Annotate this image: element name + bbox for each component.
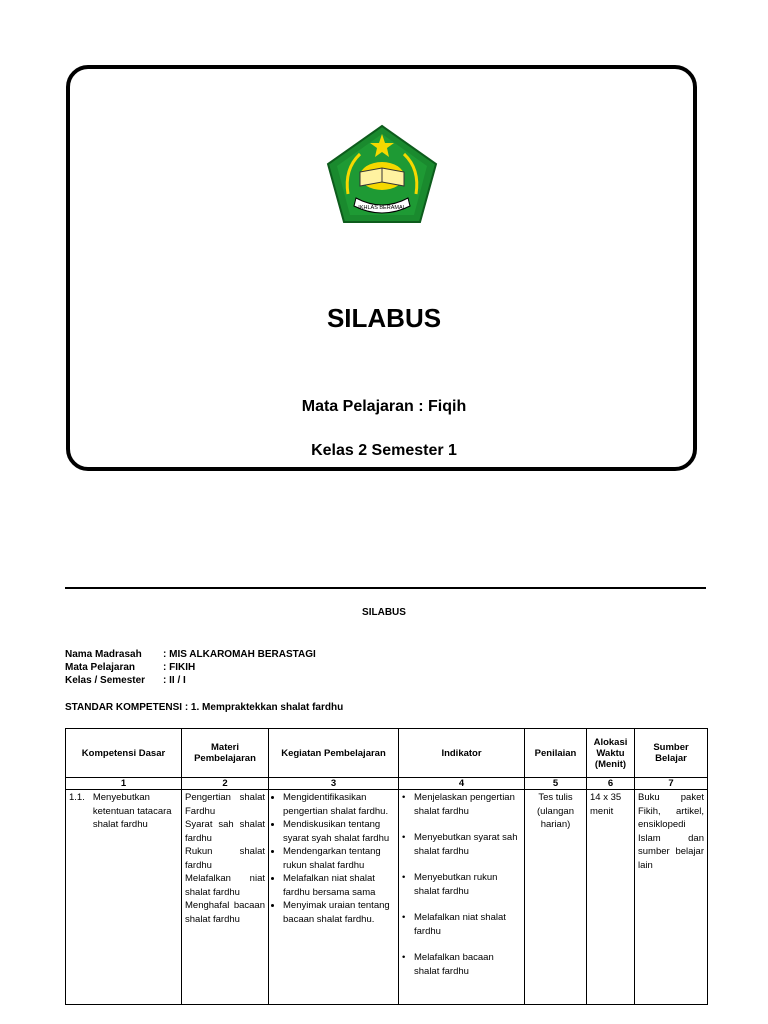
meta-row xyxy=(65,648,316,661)
list-item: • Mendengarkan tentang rukun shalat fardhu xyxy=(283,845,395,872)
ministry-logo xyxy=(326,124,438,224)
column-number: 7 xyxy=(635,778,708,790)
bullet-icon: • xyxy=(402,912,406,923)
meta-label: Kelas / Semester xyxy=(65,675,146,686)
list-item: Melafalkan niat shalat fardhu xyxy=(185,873,265,898)
column-number: 5 xyxy=(525,778,587,790)
cover-subject: Mata Pelajaran : Fiqih xyxy=(301,398,467,415)
list-item: • Menyimak uraian tentang bacaan shalat fardhu. xyxy=(283,899,395,926)
kd-text: Menyebutkan ketentuan tatacara shalat fardhu xyxy=(92,792,172,830)
list-item: Menyebutkan syarat sah shalat fardhu xyxy=(414,832,518,857)
header-cell: Alokasi Waktu (Menit) xyxy=(587,729,635,778)
list-item: • Mendiskusikan tentang syarat syah shalat fardhu xyxy=(283,818,395,845)
kd-number: 1.1. xyxy=(69,792,85,803)
table-row xyxy=(66,790,708,1005)
syllabus-table xyxy=(65,728,708,1005)
meta-value: : FIKIH xyxy=(163,662,196,673)
bullet-icon: • xyxy=(402,792,406,803)
header-cell: Indikator xyxy=(399,729,525,778)
materi-cell xyxy=(182,790,269,1005)
column-number: 3 xyxy=(269,778,399,790)
table-number-row xyxy=(66,778,708,790)
meta-block xyxy=(65,648,316,687)
column-number: 1 xyxy=(66,778,182,790)
bullet-icon: • xyxy=(402,952,406,963)
kd-cell xyxy=(66,790,182,1005)
document-title: SILABUS xyxy=(362,607,406,618)
meta-row xyxy=(65,661,316,674)
meta-label: Nama Madrasah xyxy=(65,649,142,660)
bullet-icon: • xyxy=(402,832,406,843)
list-item: • Melafalkan niat shalat fardhu bersama sama xyxy=(283,872,395,899)
column-number: 2 xyxy=(182,778,269,790)
cover-title: SILABUS xyxy=(326,303,442,333)
list-item: Rukun shalat fardhu xyxy=(185,846,265,871)
alokasi-cell: 14 x 35 menit xyxy=(587,790,635,1005)
list-item: Menjelaskan pengertian shalat fardhu xyxy=(414,792,515,817)
table-header-row xyxy=(66,729,708,778)
header-cell: Kompetensi Dasar xyxy=(66,729,182,778)
kegiatan-cell xyxy=(269,790,399,1005)
meta-label: Mata Pelajaran xyxy=(65,662,136,673)
column-number: 6 xyxy=(587,778,635,790)
meta-value: : MIS ALKAROMAH BERASTAGI xyxy=(163,649,316,660)
penilaian-cell: Tes tulis (ulangan harian) xyxy=(525,790,587,1005)
list-item: Syarat sah shalat fardhu xyxy=(185,819,265,844)
header-cell: Penilaian xyxy=(525,729,587,778)
competency-standard: STANDAR KOMPETENSI : 1. Mempraktekkan shalat fardhu xyxy=(65,702,344,713)
list-item: • Mengidentifikasikan pengertian shalat fardhu. xyxy=(283,791,395,818)
header-cell: Kegiatan Pembelajaran xyxy=(269,729,399,778)
header-cell: Materi Pembelajaran xyxy=(182,729,269,778)
bullet-icon: • xyxy=(402,872,406,883)
list-item: Melafalkan niat shalat fardhu xyxy=(414,912,506,937)
cover-class-semester: Kelas 2 Semester 1 xyxy=(311,442,457,459)
divider xyxy=(65,587,706,589)
sumber-cell: Buku paket Fikih, artikel, ensiklopedi Islam dan sumber belajar lain xyxy=(635,790,708,1005)
meta-value: : II / I xyxy=(163,675,186,686)
list-item: Menyebutkan rukun shalat fardhu xyxy=(414,872,498,897)
meta-row xyxy=(65,674,316,687)
logo-text: IKHLAS BERAMAL xyxy=(358,205,406,211)
list-item: Menghafal bacaan shalat fardhu xyxy=(185,900,265,925)
list-item: Melafalkan bacaan shalat fardhu xyxy=(414,952,494,977)
header-cell: Sumber Belajar xyxy=(635,729,708,778)
column-number: 4 xyxy=(399,778,525,790)
list-item: Pengertian shalat Fardhu xyxy=(185,792,265,817)
indikator-cell xyxy=(399,790,525,1005)
